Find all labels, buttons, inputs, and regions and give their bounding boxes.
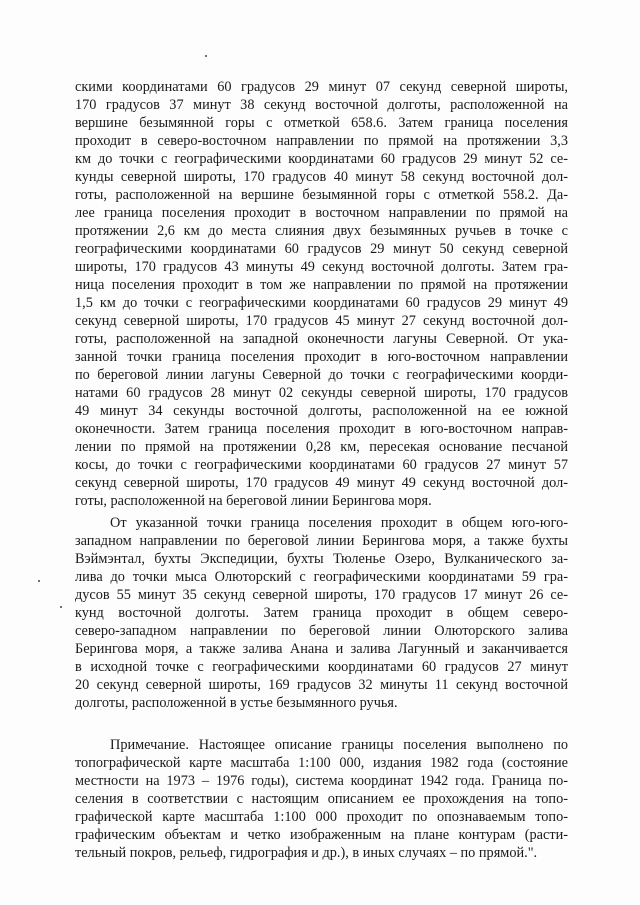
- text-line: готы, расположенной на вершине безымянной горы с отметкой 558.2. Да-: [75, 187, 568, 203]
- text-line: кунд восточной долготы. Затем граница проходит в общем северо-: [75, 605, 568, 621]
- text-line: северо-западном направлении по береговой линии Олюторского залива: [75, 623, 568, 639]
- text-line: Вэймэнтал, бухты Экспедиции, бухты Тюленье Озеро, Вулканического за-: [75, 551, 568, 567]
- text-line: тельный покров, рельеф, гидрография и др.), в иных случаях – по прямой.".: [75, 845, 538, 861]
- text-line: долготы, расположенной в устье безымянного ручья.: [75, 695, 398, 711]
- text-line: От указанной точки граница поселения проходит в общем юго-юго-: [110, 515, 568, 531]
- text-line: лее граница поселения проходит в восточном направлении по прямой на: [75, 205, 568, 221]
- text-line: графической карте масштаба 1:100 000 проходит по опознаваемым топо-: [75, 809, 568, 825]
- text-line: местности на 1973 – 1976 годы), система координат 1942 года. Граница по-: [75, 773, 568, 789]
- text-line: Примечание. Настоящее описание границы поселения выполнено по: [110, 737, 568, 753]
- text-line: проходит в северо-восточном направлении по прямой на протяжении 3,3: [75, 133, 568, 149]
- text-line: скими координатами 60 градусов 29 минут 07 секунд северной широты,: [75, 79, 568, 95]
- text-line: 170 градусов 37 минут 38 секунд восточной долготы, расположенной на: [75, 97, 568, 113]
- text-line: 1,5 км до точки с географическими координатами 60 градусов 29 минут 49: [75, 295, 568, 311]
- text-line: лива до точки мыса Олюторский с географическими координатами 59 гра-: [75, 569, 568, 585]
- text-line: готы, расположенной на западной оконечности лагуны Северной. От ука-: [75, 331, 568, 347]
- text-line: широты, 170 градусов 43 минуты 49 секунд восточной долготы. Затем гра-: [75, 259, 568, 275]
- text-line: секунд северной широты, 170 градусов 45 минут 27 секунд восточной дол-: [75, 313, 568, 329]
- text-line: географическими координатами 60 градусов 29 минут 50 секунд северной: [75, 241, 568, 257]
- text-line: лении по прямой на протяжении 0,28 км, пересекая основание песчаной: [75, 439, 568, 455]
- text-line: косы, до точки с географическими координатами 60 градусов 27 минут 57: [75, 457, 568, 473]
- text-line: натами 60 градусов 28 минут 02 секунды северной широты, 170 градусов: [75, 385, 568, 401]
- text-line: 20 секунд северной широты, 169 градусов 32 минуты 11 секунд восточной: [75, 677, 568, 693]
- text-line: 49 минут 34 секунды восточной долготы, расположенной на ее южной: [75, 403, 568, 419]
- text-line: дусов 55 минут 35 секунд северной широты, 170 градусов 17 минут 26 се-: [75, 587, 568, 603]
- text-line: занной точки граница поселения проходит в юго-восточном направлении: [75, 349, 568, 365]
- text-line: графическим объектам и четко изображенным на плане контурам (расти-: [75, 827, 568, 843]
- text-line: ница поселения проходит в том же направлении по прямой на протяжении: [75, 277, 568, 293]
- text-line: в исходной точке с географическими координатами 60 градусов 27 минут: [75, 659, 568, 675]
- text-line: кунды северной широты, 170 градусов 40 минут 58 секунд восточной дол-: [75, 169, 568, 185]
- text-line: секунд северной широты, 170 градусов 49 минут 49 секунд восточной дол-: [75, 475, 568, 491]
- scan-speck: [60, 606, 62, 608]
- text-line: селения в соответствии с настоящим описанием ее прохождения на топо-: [75, 791, 568, 807]
- scan-speck: [38, 580, 40, 582]
- text-line: готы, расположенной на береговой линии Берингова моря.: [75, 493, 432, 509]
- text-line: км до точки с географическими координатами 60 градусов 29 минут 52 се-: [75, 151, 568, 167]
- text-line: по береговой линии лагуны Северной до точки с географическими коорди-: [75, 367, 568, 383]
- text-line: Берингова моря, а также залива Анана и залива Лагунный и заканчивается: [75, 641, 568, 657]
- text-line: протяжении 2,6 км до места слияния двух безымянных ручьев в точке с: [75, 223, 568, 239]
- scan-speck: [205, 55, 207, 57]
- text-line: оконечности. Затем граница поселения проходит в юго-восточном направ-: [75, 421, 568, 437]
- text-line: западном направлении по береговой линии Берингова моря, а также бухты: [75, 533, 568, 549]
- text-line: вершине безымянной горы с отметкой 658.6. Затем граница поселения: [75, 115, 568, 131]
- text-line: топографической карте масштаба 1:100 000, издания 1982 года (состояние: [75, 755, 568, 771]
